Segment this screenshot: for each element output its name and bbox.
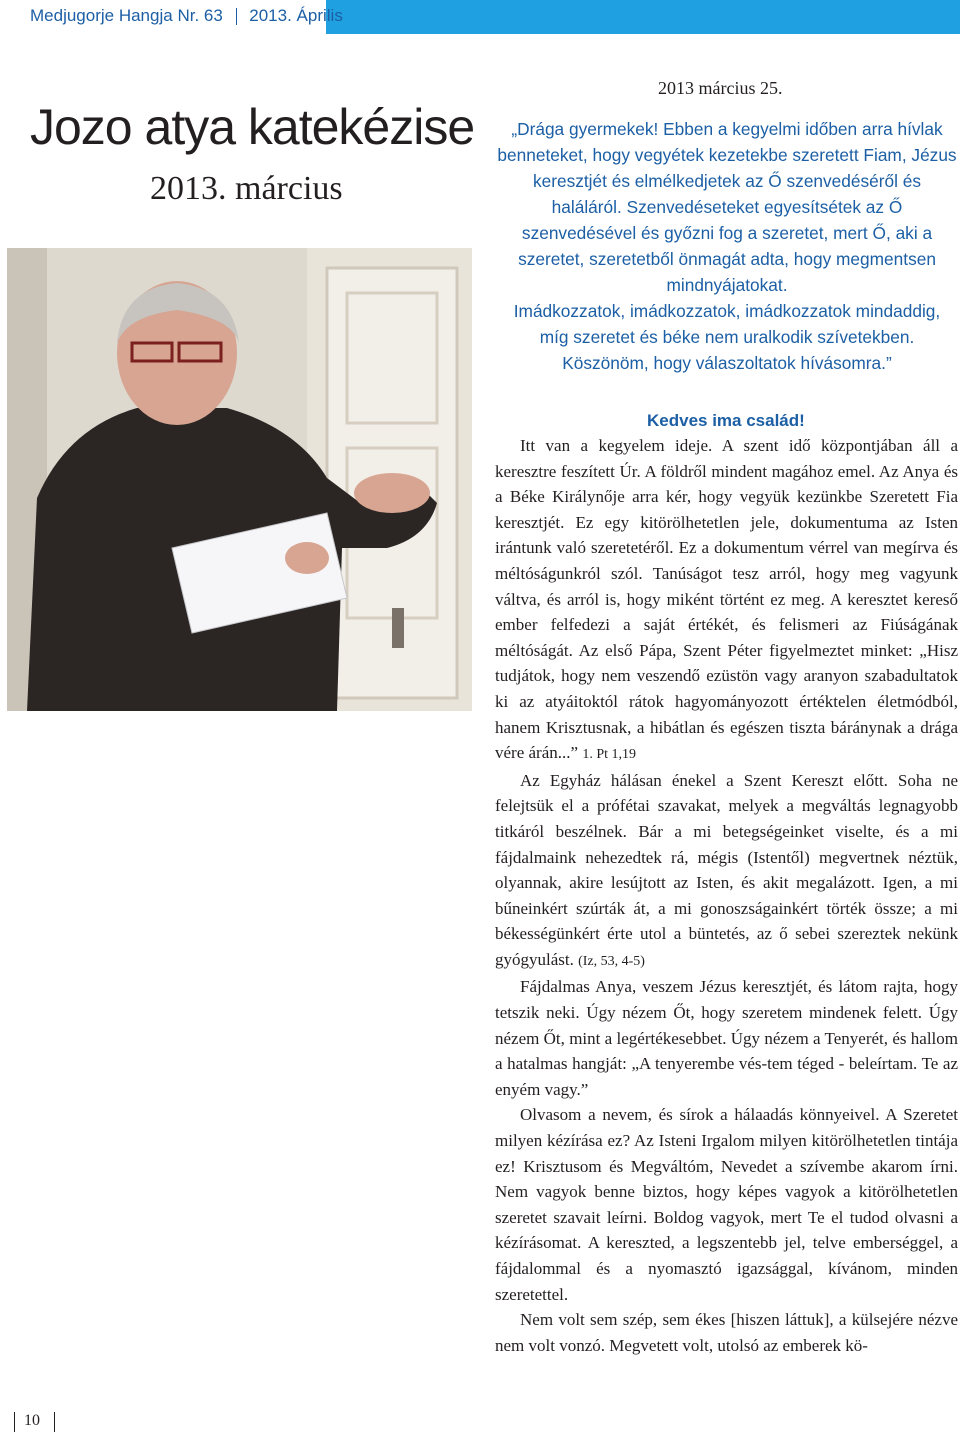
greeting: Kedves ima család! bbox=[647, 411, 805, 430]
page-number: 10 bbox=[24, 1412, 40, 1429]
message-date: 2013 március 25. bbox=[658, 78, 783, 98]
paragraph-text: Fájdalmas Anya, veszem Jézus keresztjét, és látom rajta, hogy tetszik neki. Úgy nézem Őt, hogy szeretem mindenek felett. Úgy nézem Őt, mint a legértékesebbet. Úgy nézem a Tenyerét, és hallom a hatalmas hangját: „A tenyerembe vés-tem téged - beleírtam. Te az enyém vagy.” bbox=[495, 977, 958, 1099]
scripture-reference: (Iz, 53, 4-5) bbox=[578, 953, 645, 969]
publication-name: Medjugorje Hangja bbox=[30, 6, 173, 25]
body-paragraph bbox=[495, 974, 958, 1102]
issue-date: 2013. Április bbox=[249, 6, 343, 25]
header-blue-band bbox=[326, 0, 960, 34]
body-paragraph bbox=[495, 1307, 958, 1358]
body-paragraph bbox=[495, 1102, 958, 1307]
footer-bar-right bbox=[54, 1412, 55, 1432]
issue-number: Nr. 63 bbox=[177, 6, 223, 25]
paragraph-text: Olvasom a nevem, és sírok a hálaadás könnyeivel. A Szeretet milyen kézírása ez? Az Isteni Irgalom milyen kitörölhetetlen tintája ez! Krisztusom és Megváltóm, Nevedet a szívembe akarom írni. Nem vagyok benne biztos, hogy képes vagyok a kitörölhetetlen szeretet szavait leírni. Boldog vagyok, mert Te el tudod olvasni a kézírásomat. A kereszted, a legszentebb jel, telve emberséggel, a fájdalommal és a nyomasztó igazsággal, kívánom, minden szeretettel. bbox=[495, 1105, 958, 1304]
message-paragraph: Imádkozzatok, imádkozzatok, imádkozzatok mindaddig, míg szeretet és béke nem uralkodik szívetekben. Köszönöm, hogy válaszoltatok hívásomra.” bbox=[513, 301, 941, 373]
paragraph-text: Nem volt sem szép, sem ékes [hiszen láttuk], a külsejére nézve nem volt vonzó. Megvetett volt, utolsó az emberek kö- bbox=[495, 1310, 958, 1355]
article-body bbox=[495, 433, 958, 1358]
header-separator bbox=[236, 8, 237, 25]
article-subtitle: 2013. március bbox=[150, 170, 343, 207]
priest-photo bbox=[7, 248, 472, 711]
marian-message bbox=[497, 116, 957, 376]
body-paragraph bbox=[495, 433, 958, 768]
body-paragraph bbox=[495, 768, 958, 975]
article-title: Jozo atya katekézise bbox=[30, 99, 475, 155]
footer-bar-left bbox=[14, 1412, 15, 1432]
paragraph-text: Az Egyház hálásan énekel a Szent Kereszt előtt. Soha ne felejtsük el a prófétai szavakat, melyek a megváltás legnagyobb titkáról beszélnek. Bár a mi betegségeinket viselte, és a mi fájdalmaink nehezedtek rá, mégis (Istentől) megvertnek néztük, olyannak, akire lesújtott az Isten, és akit megalázott. Igen, a mi bűneinkért szúrták át, a mi gonoszságainkért törték össze; a mi békességünkért érte utol a büntetés, az ő sebei szereztek nekünk gyógyulást. bbox=[495, 770, 958, 969]
page-header bbox=[0, 0, 960, 34]
paragraph-text: Itt van a kegyelem ideje. A szent idő központjában áll a keresztre feszített Úr. A földről mindent magához emel. Az Anya és a Béke Királynője arra kér, hogy vegyük kezünkbe Szeretett Fia keresztjét. Ez egy kitörölhetetlen jele, dokumentuma az Isten irántunk való szeretetéről. Ez a dokumentum vérrel van megírva és méltóságunkról szól. Tanúságot tesz arról, hogy meg vagyunk váltva, és arról is, hogy miként történt ez meg. A keresztet kereső ember felfedezi a saját értékét, és felismeri az Fiúságának méltóságát. Az első Pápa, Szent Péter figyelmeztet minket: „Hisz tudjátok, hogy nem veszendő ezüstön vagy aranyon szabadultatok ki az atyáitoktól rátok hagyományozott értéktelen életmódból, hanem Krisztusnak, a hibátlan és egészen tiszta báránynak a drága vére árán...” bbox=[495, 436, 958, 763]
scripture-reference: 1. Pt 1,19 bbox=[582, 747, 636, 763]
header-text bbox=[30, 6, 343, 26]
message-paragraph: „Drága gyermekek! Ebben a kegyelmi időben arra hívlak benneteket, hogy vegyétek kezetekbe szeretett Fiam, Jézus keresztjét és elmélkedjetek az Ő szenvedéséről és haláláról. Szenvedéseteket egyesítsétek az Ő szenvedésével és győzni fog a szeretet, mert Ő, aki a szeretet, szeretetből önmagát adta, hogy megmentsen mindnyájatokat. bbox=[497, 119, 957, 295]
